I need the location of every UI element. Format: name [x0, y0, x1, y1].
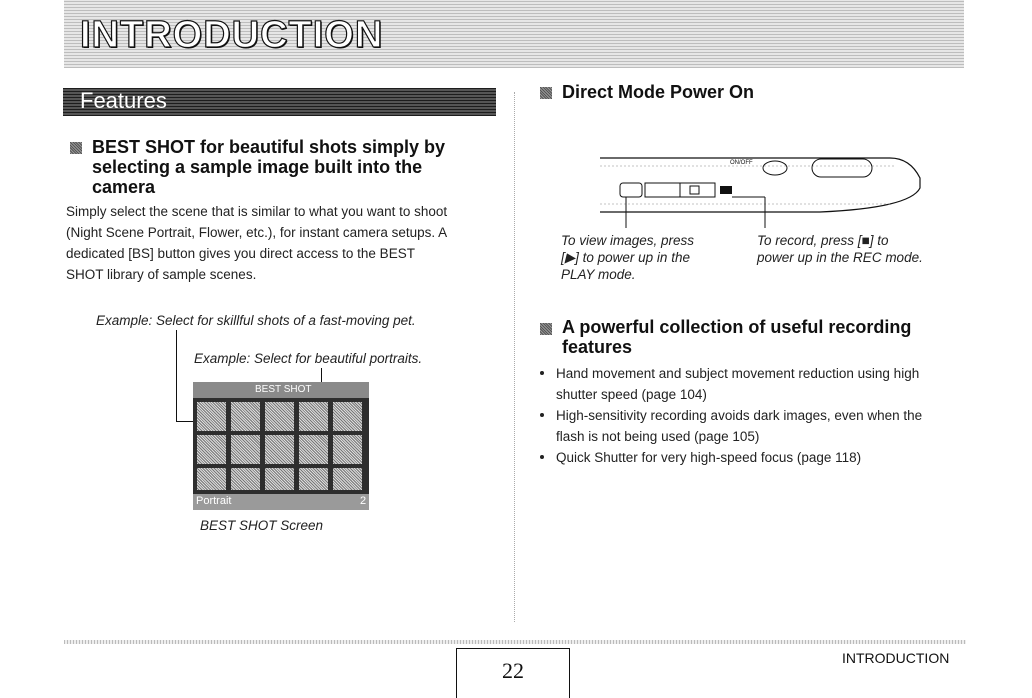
camera-top-illustration [590, 128, 930, 228]
column-divider [514, 92, 515, 622]
callout-line-pet [176, 330, 177, 422]
list-item: High-sensitivity recording avoids dark images, even when the flash is not being used (page 105) [540, 405, 965, 447]
features-title: Features [80, 88, 167, 113]
onoff-label: ON/OFF [730, 160, 753, 166]
bullet-dot-icon [540, 413, 544, 417]
page-number: 22 [502, 658, 524, 683]
bullet-dot-icon [540, 455, 544, 459]
footer-rule [64, 640, 966, 644]
recording-features-heading: A powerful collection of useful recording features [562, 317, 912, 357]
body-line: (Night Scene Portrait, Flower, etc.), for instant camera setups. A [66, 225, 448, 240]
bestshot-screen-title: BEST SHOT [255, 384, 312, 395]
heading-bullet-icon [540, 323, 552, 335]
bestshot-heading: BEST SHOT for beautiful shots simply by selecting a sample image built into the camera [92, 137, 446, 197]
direct-mode-heading: Direct Mode Power On [562, 82, 755, 102]
bestshot-screen-image [193, 382, 369, 510]
body-line: SHOT library of sample scenes. [66, 267, 257, 282]
heading-bullet-icon [70, 142, 82, 154]
caption-line: [▶] to power up in the [561, 250, 690, 265]
bullet-dot-icon [540, 371, 544, 375]
bestshot-scene-number: 2 [360, 495, 367, 507]
caption-line: To record, press [■] to [757, 233, 889, 248]
list-item: Quick Shutter for very high-speed focus (page 118) [540, 447, 965, 468]
bestshot-screen-caption: BEST SHOT Screen [200, 518, 324, 533]
body-line: Simply select the scene that is similar to what you want to shoot [66, 204, 448, 219]
body-line: dedicated [BS] button gives you direct access to the BEST [66, 246, 415, 261]
example-pet-caption: Example: Select for skillful shots of a fast-moving pet. [96, 313, 416, 328]
heading-bullet-icon [540, 87, 552, 99]
bestshot-body [66, 201, 496, 285]
play-caption [561, 232, 746, 283]
rec-caption [757, 232, 957, 266]
list-item: Hand movement and subject movement reduction using high shutter speed (page 104) [540, 363, 965, 405]
example-portrait-caption: Example: Select for beautiful portraits. [194, 351, 423, 366]
bestshot-scene-name: Portrait [196, 495, 232, 507]
page-title: INTRODUCTION [80, 14, 384, 56]
caption-line: To view images, press [561, 233, 695, 248]
caption-line: PLAY mode. [561, 267, 636, 282]
caption-line: power up in the REC mode. [757, 250, 923, 265]
footer-section-label: INTRODUCTION [842, 650, 950, 666]
